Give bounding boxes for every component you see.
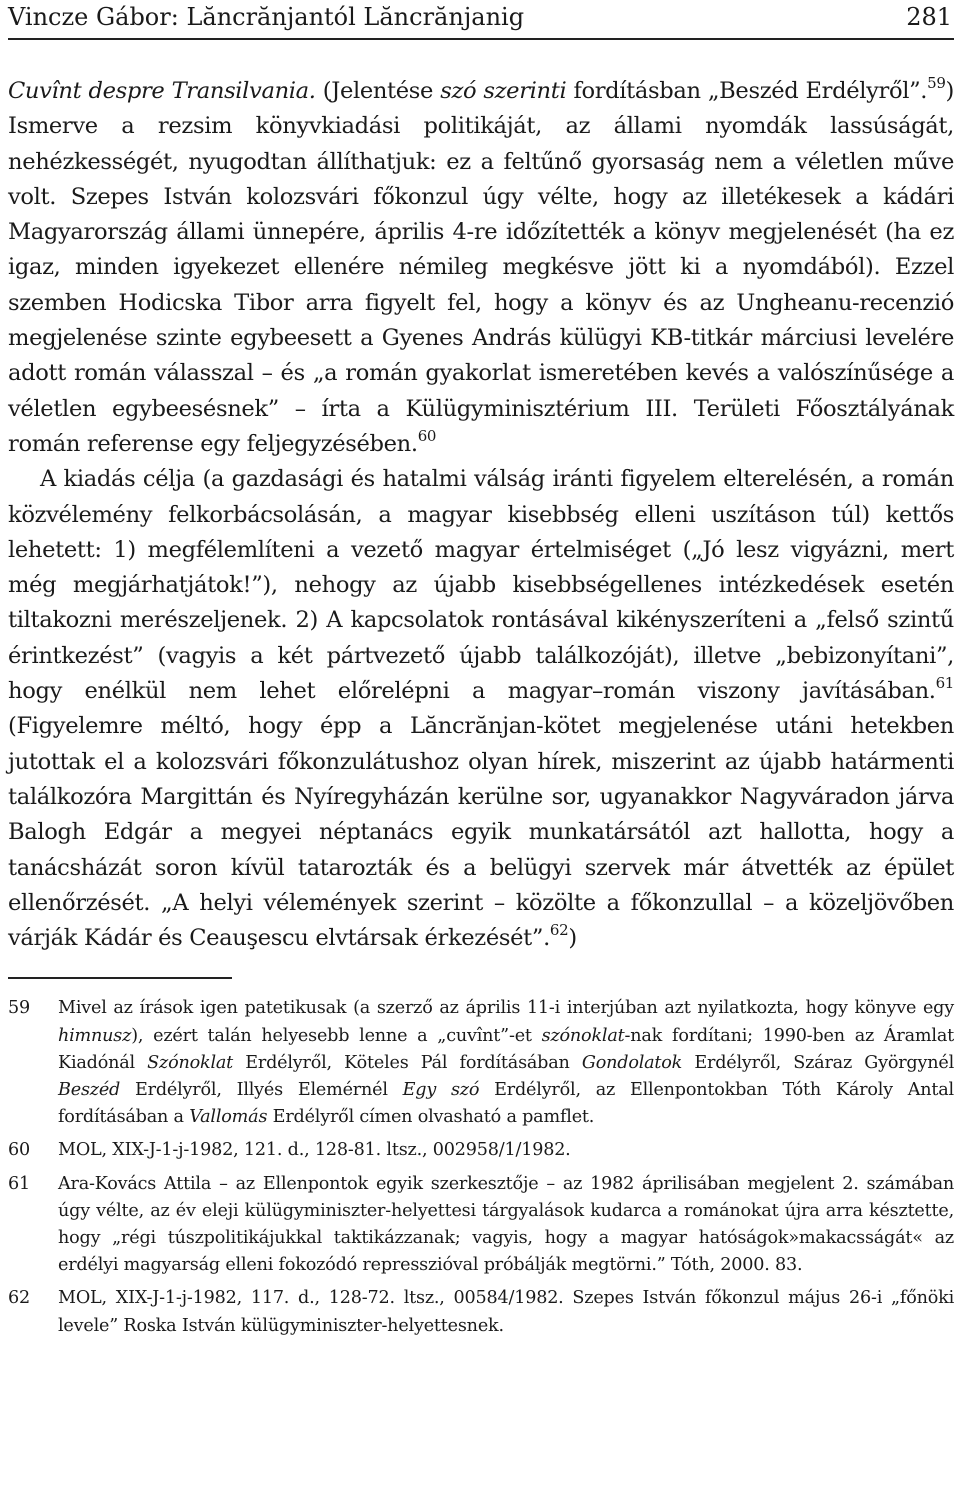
- footnote-ref-59: 59: [927, 74, 946, 92]
- footnote-text: Ara-Kovács Attila – az Ellenpontok egyik szerkesztője – az 1982 áprilisában megjelent 2. számában úgy vélte, az év eleji külügyminiszter-helyettesi tárgyalások kudarca a románokat újra arra késztette, hogy „régi túszpolitikájukkal taktikázzanak; vagyis, hogy a magyar hatóságok»makacsságát« az erdélyi magyarság elleni fokozódó represszióval próbálják megtörni.” Tóth, 2000. 83.: [58, 1173, 954, 1276]
- footnote-text: [58, 998, 954, 1127]
- footnotes: [8, 995, 954, 1339]
- footnote-ref-60: 60: [417, 426, 437, 445]
- page-number: 281: [906, 3, 952, 31]
- footnote-separator: [8, 977, 232, 979]
- main-text: [8, 74, 954, 956]
- text-run: ) Ismerve a rezsim könyvkiadási politikáját, az állami nyomdák lassúságát, nehézkességét, nyugodtan állíthatjuk: ez a feltűnő gyorsaság nem a véletlen műve volt. Szepes István kolozsvári főkonzul úgy vélte, hogy az illetékesek a kádári Magyarország állami ünnepére, április 4-re időzítették a könyv megjelenését (ha ez igaz, minden igyekezet ellenére némileg megkésve jött ki a nyomdából). Ezzel szemben Hodicska Tibor arra figyelt fel, hogy a könyv és az Ungheanu-recenzió megjelenése szinte egybeesett a Gyenes András külügyi KB-titkár márciusi levelére adott román válasszal – és „a román gyakorlat ismeretében kevés a valószínűsége a véletlen egybeesésnek” – írta a Külügyminisztérium III. Területi Főosztályának román referense egy feljegyzésében.: [8, 78, 955, 457]
- italic-term: himnusz: [58, 1025, 132, 1046]
- footnote-number: 61: [8, 1173, 30, 1194]
- text-run: Erdélyről, az Ellenpontokban Tóth Károly Antal fordításában a: [58, 1080, 954, 1128]
- footnote-ref-62: 62: [549, 921, 569, 940]
- paragraph-1: [8, 74, 954, 462]
- text-run: (Jelentése: [315, 78, 441, 104]
- italic-term: Egy szó: [402, 1080, 480, 1101]
- text-run: (Figyelemre méltó, hogy épp a Lăncrănjan-kötet megjelenése utáni hetekben jutottak el a kolozsvári főkonzulátushoz olyan hírek, miszerint az újabb határmenti találkozóra Margittán és Nyíregyházán kerülne sor, ugyanakkor Nagyváradon járva Balogh Edgár a megyei néptanács egyik munkatársától azt hallotta, hogy a tanácsházát soron kívül tatarozták és a belügyi szervek már átvették az épület ellenőrzését. „A helyi vélemények szerint – közölte a főkonzullal – a közeljövőben várják Kádár és Ceauşescu elvtársak érkezését”.: [8, 713, 954, 952]
- text-run: Erdélyről, Illyés Elemérnél: [120, 1080, 403, 1101]
- header-title: Vincze Gábor: Lăncrănjantól Lăncrănjanig: [8, 3, 525, 31]
- italic-term: Gondolatok: [581, 1052, 683, 1073]
- footnote-text: MOL, XIX-J-1-j-1982, 121. d., 128-81. ltsz., 002958/1/1982.: [58, 1140, 571, 1161]
- italic-term: Vallomás: [189, 1107, 268, 1128]
- text-run: ), ezért talán helyesebb lenne a „cuvînt”-et: [131, 1025, 542, 1046]
- book-title-italic: Cuvînt despre Transilvania.: [8, 78, 316, 104]
- text-run: Erdélyről, Száraz Györgynél: [682, 1052, 954, 1073]
- footnote-number: 62: [8, 1288, 30, 1309]
- document-page: [8, 0, 954, 1346]
- footnote-60: [8, 1137, 954, 1164]
- text-run: fordításban „Beszéd Erdélyről”.: [566, 78, 928, 104]
- text-run: A kiadás célja (a gazdasági és hatalmi válság iránti figyelem elterelésén, a román közvélemény felkorbácsolásán, a magyar kisebbség elleni uszításon túl) kettős lehetett: 1) megfélemlíteni a vezető magyar értelmiséget („Jó lesz vigyázni, mert még megjárhatjátok!”), nehogy az újabb kisebbségellenes intézkedések esetén tiltakozni merészeljenek. 2) A kapcsolatok rontásával kikényszeríteni a „felső szintű érintkezést” (vagyis a két pártvezető újabb találkozóját), illetve „bebizonyítani”, hogy enélkül nem lehet előrelépni a magyar–román viszony javításában.: [8, 466, 954, 705]
- footnote-text: MOL, XIX-J-1-j-1982, 117. d., 128-72. ltsz., 00584/1982. Szepes István főkonzul május 26-i „főnöki levele” Roska István külügyminiszter-helyettesnek.: [58, 1288, 954, 1336]
- text-run: Erdélyről címen olvasható a pamflet.: [267, 1107, 595, 1128]
- text-run: Mivel az írások igen patetikusak (a szerző az április 11-i interjúban azt nyilatkozta, hogy könyve egy: [58, 998, 954, 1019]
- running-header: [8, 0, 954, 40]
- italic-term: Beszéd: [58, 1080, 121, 1101]
- footnote-62: [8, 1285, 954, 1339]
- footnote-61: [8, 1171, 954, 1280]
- italic-phrase: szó szerinti: [440, 78, 567, 104]
- text-run: Erdélyről, Köteles Pál fordításában: [233, 1052, 582, 1073]
- text-run: ): [568, 925, 577, 952]
- footnote-59: [8, 995, 954, 1131]
- text-run: -nak fordítani; 1990-ben az Áramlat Kiadónál: [58, 1025, 954, 1073]
- footnote-number: 60: [8, 1140, 30, 1161]
- footnote-ref-61: 61: [935, 674, 954, 693]
- footnote-number: 59: [8, 998, 30, 1019]
- paragraph-2: [8, 462, 954, 956]
- italic-term: Szónoklat: [147, 1052, 234, 1073]
- italic-term: szónoklat: [541, 1025, 625, 1046]
